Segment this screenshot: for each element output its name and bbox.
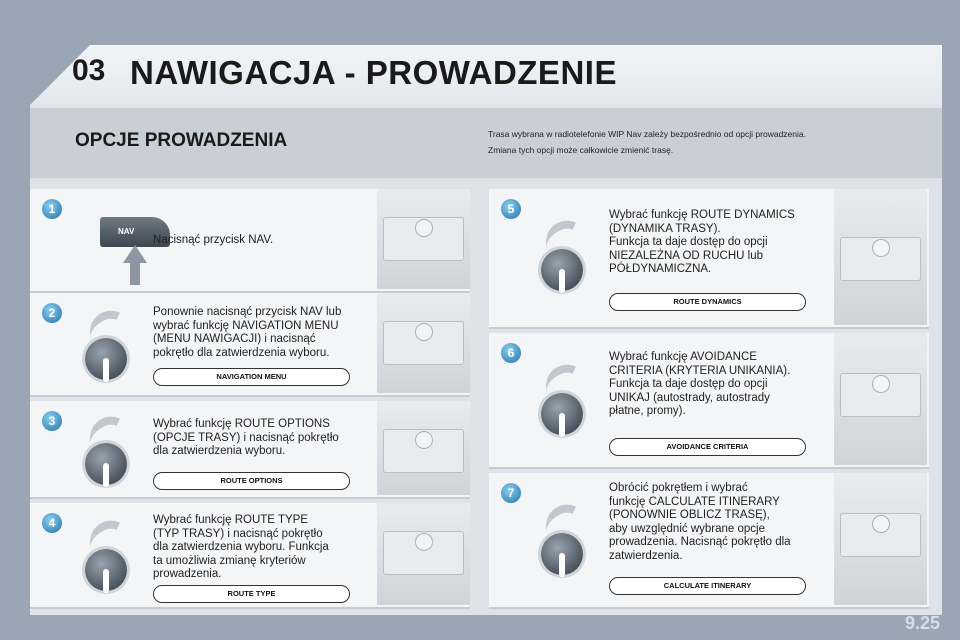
radio-panel-image xyxy=(377,401,470,495)
radio-panel-image xyxy=(377,293,470,393)
nav-button-label: NAV xyxy=(118,227,135,236)
step-7 xyxy=(489,473,929,609)
page-title: NAWIGACJA - PROWADZENIE xyxy=(130,54,617,91)
chapter-number: 03 xyxy=(72,54,106,87)
radio-panel-image xyxy=(834,333,927,465)
knob-icon xyxy=(541,533,583,575)
step-number: 6 xyxy=(501,343,521,363)
step-text: Nacisnąć przycisk NAV. xyxy=(153,234,274,246)
radio-panel-image xyxy=(377,503,470,605)
radio-panel-image xyxy=(377,189,470,289)
step-number: 3 xyxy=(42,411,62,431)
menu-tag: ROUTE TYPE xyxy=(153,585,350,603)
menu-tag: AVOIDANCE CRITERIA xyxy=(609,438,806,456)
page-number: 9.25 xyxy=(904,613,940,633)
step-number: 2 xyxy=(42,303,62,323)
section-heading: OPCJE PROWADZENIA xyxy=(75,130,288,151)
step-1 xyxy=(30,189,470,293)
section-intro: Trasa wybrana w radiotelefonie WIP Nav zależy bezpośrednio od opcji prowadzenia. Zmiana tych opcji może całkowicie zmienić trasę. xyxy=(488,129,806,155)
radio-panel-image xyxy=(834,189,927,325)
knob-icon xyxy=(85,443,127,485)
step-number: 1 xyxy=(42,199,62,219)
menu-tag: NAVIGATION MENU xyxy=(153,368,350,386)
radio-panel-image xyxy=(834,473,927,605)
step-2 xyxy=(30,293,470,397)
step-text: Wybrać funkcję ROUTE DYNAMICS (DYNAMIKA TRASY). Funkcja ta daje dostęp do opcji NIEZALEŻNA OD RUCHU lub PÓŁDYNAMICZNA. xyxy=(609,209,795,275)
step-4 xyxy=(30,503,470,609)
step-text: Wybrać funkcję ROUTE OPTIONS (OPCJE TRASY) i nacisnąć pokrętło dla zatwierdzenia wyboru. xyxy=(153,418,339,457)
menu-tag: CALCULATE ITINERARY xyxy=(609,577,806,595)
step-5 xyxy=(489,189,929,329)
menu-tag: ROUTE DYNAMICS xyxy=(609,293,806,311)
step-number: 4 xyxy=(42,513,62,533)
step-3 xyxy=(30,401,470,499)
knob-icon xyxy=(85,549,127,591)
knob-icon xyxy=(85,338,127,380)
step-text: Obrócić pokrętłem i wybrać funkcję CALCULATE ITINERARY (PONOWNIE OBLICZ TRASĘ), aby uwzględnić wybrane opcje prowadzenia. Nacisnąć pokrętło dla zatwierdzenia. xyxy=(609,482,791,562)
knob-icon xyxy=(541,393,583,435)
step-number: 7 xyxy=(501,483,521,503)
knob-icon xyxy=(541,249,583,291)
step-text: Wybrać funkcję ROUTE TYPE (TYP TRASY) i nacisnąć pokrętło dla zatwierdzenia wyboru. Funkcja ta umożliwia zmianę kryteriów prowadzenia. xyxy=(153,514,329,580)
step-6 xyxy=(489,333,929,469)
step-text: Wybrać funkcję AVOIDANCE CRITERIA (KRYTERIA UNIKANIA). Funkcja ta daje dostęp do opcji UNIKAJ (autostrady, autostrady płatne, promy). xyxy=(609,351,791,417)
step-text: Ponownie nacisnąć przycisk NAV lub wybrać funkcję NAVIGATION MENU (MENU NAWIGACJI) i nacisnąć pokrętło dla zatwierdzenia wyboru. xyxy=(153,306,342,359)
menu-tag: ROUTE OPTIONS xyxy=(153,472,350,490)
step-number: 5 xyxy=(501,199,521,219)
press-arrow-shaft xyxy=(130,261,140,285)
